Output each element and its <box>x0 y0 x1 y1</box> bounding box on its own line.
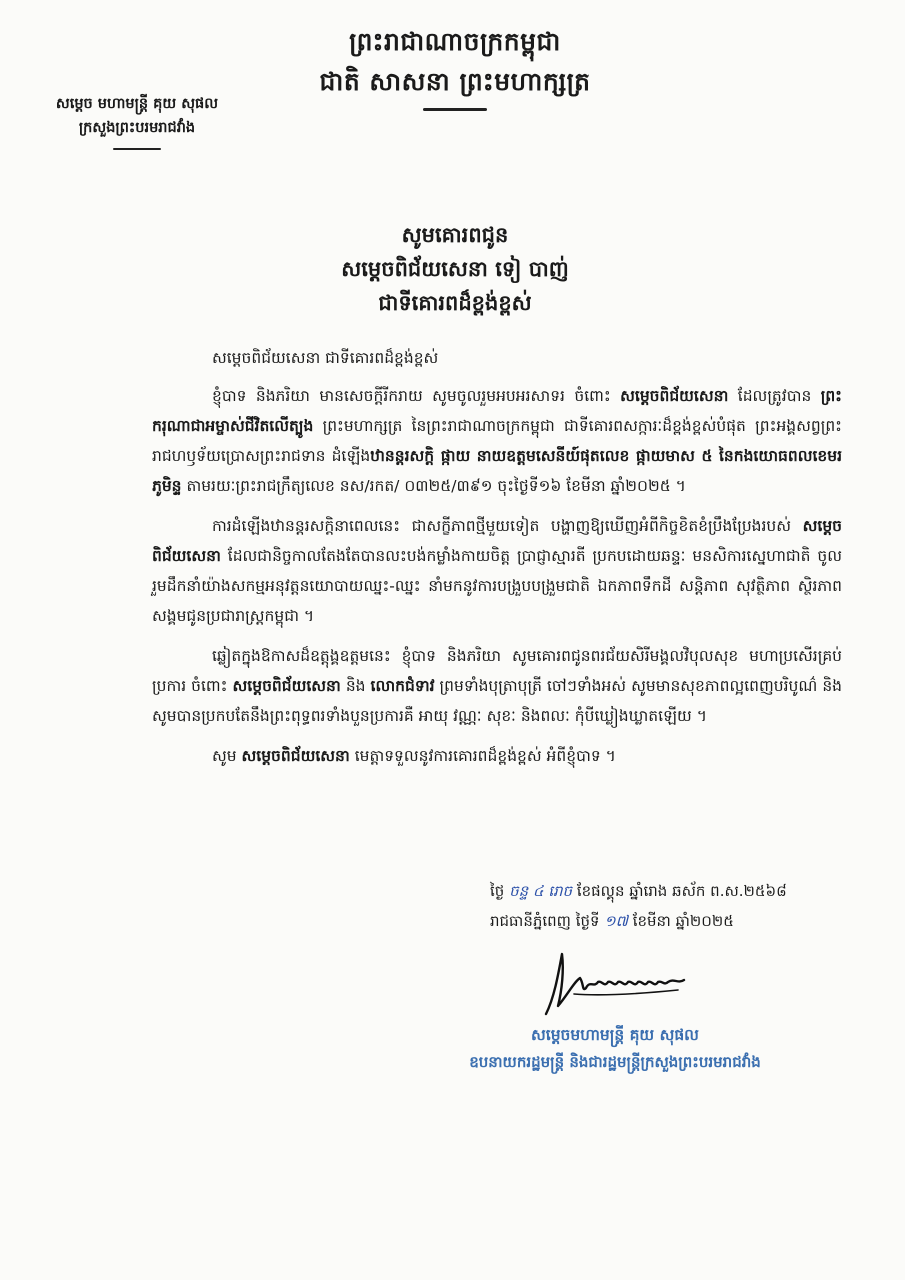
sender-ornament <box>113 148 161 150</box>
kingdom-name: ព្រះរាជាណាចក្រកម្ពុជា <box>349 27 561 56</box>
sender-name: សម្តេច មហាមន្ត្រី គុយ សុផល <box>55 96 219 112</box>
p2-bold-title: សម្តេចពិជ័យសេនា <box>152 517 842 565</box>
lunar-rest: ខែផល្គុន ឆ្នាំរោង ឆស័ក ព.ស.២៥៦៨ <box>572 882 787 900</box>
closing-text-a: សូម <box>212 747 242 765</box>
p3-text-a: ឆ្លៀតក្នុងឱកាសដ៏ឧត្តុង្គឧត្តមនេះ ខ្ញុំបាទ និងភរិយា សូមគោរពជូនពរជ័យសិរីមង្គលវិបុលសុខ មហាប្រសើរគ្រប់ប្រការ ចំពោះ <box>152 647 842 695</box>
p1-bold-king: ព្រះករុណាជាអម្ចាស់ជីវិតលើត្បូង <box>152 387 842 435</box>
day-handwritten: ១៧ <box>604 912 628 930</box>
lunar-prefix: ថ្ងៃ <box>490 882 505 900</box>
p3-text-c: និង <box>340 677 371 695</box>
p1-text-a: ខ្ញុំបាទ និងភរិយា មានសេចក្តីរីករាយ សូមចូលរួមអបអរសាទរ ចំពោះ <box>212 387 621 405</box>
signer-name: សម្តេចមហាមន្ត្រី គុយ សុផល <box>531 1026 699 1044</box>
signer-title: ឧបនាយករដ្ឋមន្ត្រី និងជារដ្ឋមន្ត្រីក្រសួងព្រះបរមរាជវាំង <box>469 1053 761 1071</box>
p1-bold-rank: ឋានន្តរសក្តិ ផ្កាយ <box>370 447 471 465</box>
p1-bold-title: សម្តេចពិជ័យសេនា <box>620 387 729 405</box>
paragraph-3 <box>152 641 842 731</box>
closing-text-c: មេត្តាទទួលនូវការគោរពដ៏ខ្ពង់ខ្ពស់ អំពីខ្ញុំបាទ ។ <box>349 747 616 765</box>
paragraph-2 <box>152 511 842 631</box>
national-motto: ជាតិ សាសនា ព្រះមហាក្សត្រ <box>319 67 591 96</box>
closing-bold-title: សម្តេចពិជ័យសេនា <box>241 747 350 765</box>
p1-text-c: ដែលត្រូវបាន <box>728 387 821 405</box>
p3-bold-title: សម្តេចពិជ័យសេនា <box>232 677 341 695</box>
lunar-date <box>490 876 870 906</box>
kingdom-header <box>290 22 620 111</box>
sender-block <box>22 92 252 150</box>
addressee-line-2: សម្តេចពិជ័យសេនា ទៀ បាញ់ <box>341 256 569 281</box>
addressee-line-1: សូមគោរពជូន <box>401 222 509 247</box>
p1-text-e: ព្រះមហាក្សត្រ នៃព្រះរាជាណាចក្រកម្ពុជា ជាទីគោរពសក្ការៈដ៏ខ្ពង់ខ្ពស់បំផុត ព្រះអង្គសព្វព្រះរាជហឫទ័យប្រោសព្រះរាជទាន ដំឡើង <box>152 417 842 465</box>
month-year: ខែមីនា ឆ្នាំ២០២៥ <box>627 912 734 930</box>
p3-bold-lady: លោកជំទាវ <box>370 677 435 695</box>
p1-text-h: តាមរយៈព្រះរាជក្រឹត្យលេខ នស/រកត/ ០៣២៥/៣៩១ ចុះថ្ងៃទី១៦ ខែមីនា ឆ្នាំ២០២៥ ។ <box>181 477 686 495</box>
p1-bold-general: នាយឧត្តមសេនីយ៍ផុតលេខ ផ្កាយមាស ៥ នៃកងយោធពលខេមរភូមិន្ទ <box>152 447 842 495</box>
p3-text-e: ព្រមទាំងបុត្រាបុត្រី ចៅៗទាំងអស់ សូមមានសុខភាពល្អពេញបរិបូណ៌ និងសូមបានប្រកបតែនឹងព្រះពុទ្ធពរទាំងបួនប្រការគឺ អាយុ វណ្ណៈ សុខៈ និងពលៈ កុំបីឃ្លៀងឃ្លាតឡើយ ។ <box>152 677 842 725</box>
header-ornament <box>423 108 487 111</box>
p2-text-c: ដែលជានិច្ចកាលតែងតែបានលះបង់កម្លាំងកាយចិត្ត ប្រាជ្ញាស្មារតី ប្រកបដោយឆន្ទៈ មនសិការស្នេហាជាតិ ចូលរួមដឹកនាំយ៉ាងសកម្មអនុវត្តនយោបាយឈ្នះ-ឈ្នះ នាំមកនូវការបង្រួបបង្រួមជាតិ ឯកភាពទឹកដី សន្តិភាព សុវត្ថិភាព ស្ថិរភាពសង្គមជូនប្រជារាស្ត្រកម្ពុជា ។ <box>152 547 842 625</box>
closing-line <box>152 741 842 771</box>
lunar-handwritten: ចន្ទ ៤ រោច <box>509 882 573 900</box>
signature-graphic <box>528 940 728 1020</box>
date-place: រាជធានីភ្នំពេញ ថ្ងៃទី <box>490 912 600 930</box>
addressee-block <box>250 218 660 320</box>
signer-block <box>360 1022 870 1076</box>
salutation: សម្តេចពិជ័យសេនា ជាទីគោរពដ៏ខ្ពង់ខ្ពស់ <box>212 349 439 367</box>
p2-text-a: ការដំឡើងឋានន្តរសក្តិនាពេលនេះ ជាសក្ខីភាពថ្មីមួយទៀត បង្ហាញឱ្យឃើញអំពីកិច្ចខិតខំប្រឹងប្រែងរបស់ <box>212 517 803 535</box>
addressee-line-3: ជាទីគោរពដ៏ខ្ពង់ខ្ពស់ <box>378 290 532 315</box>
paragraph-1 <box>152 381 842 501</box>
sender-ministry: ក្រសួងព្រះបរមរាជវាំង <box>78 120 196 136</box>
solar-date <box>490 906 870 936</box>
letter-body <box>152 343 842 771</box>
date-block <box>490 876 870 936</box>
